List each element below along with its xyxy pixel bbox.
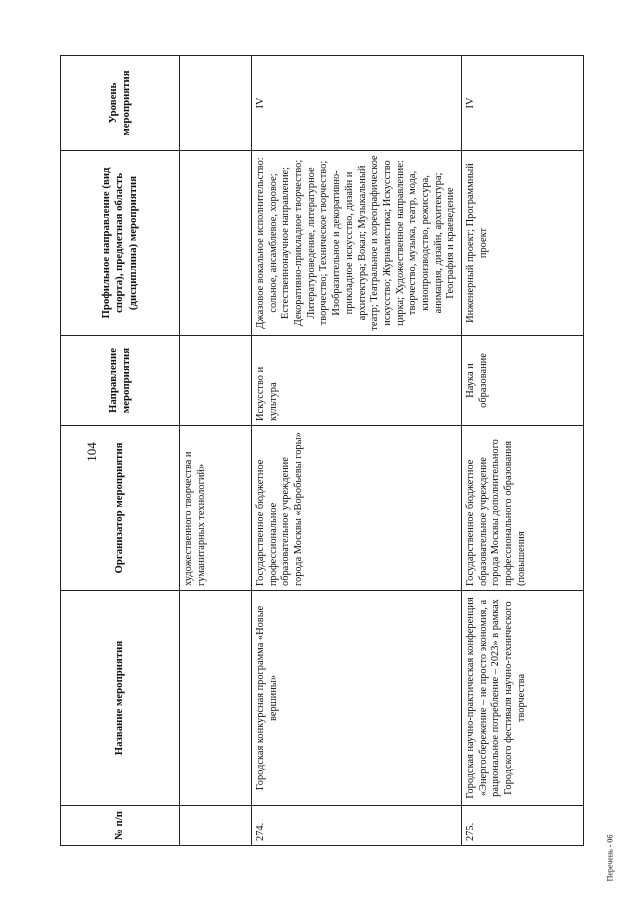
events-table-wrapper: [60, 56, 590, 846]
header-organizer: Организатор мероприятия: [61, 426, 180, 591]
cell-number: [180, 806, 252, 846]
cell-organizer: художественного творчества и гуманитарных технологий»: [180, 426, 252, 591]
cell-direction: Искусство и культура: [252, 336, 462, 426]
header-direction: Направление мероприятия: [61, 336, 180, 426]
cell-direction: [180, 336, 252, 426]
cell-profile: Инженерный проект; Программный проект: [462, 151, 584, 336]
footer-note: Перечень - 06: [605, 834, 615, 882]
events-table: [60, 55, 584, 846]
cell-event-name: Городская научно-практическая конференция «Энергосбережение – не просто экономия, а рациональное потребление – 2023» в рамках Городского фестиваля научно-технического творчества: [462, 591, 584, 806]
page-number: 104: [84, 442, 99, 462]
table-row-continuation: [180, 56, 252, 846]
cell-level: IV: [252, 56, 462, 151]
table-row: [252, 56, 462, 846]
cell-event-name: Городская конкурсная программа «Новые вершины»: [252, 591, 462, 806]
cell-profile: Джазовое вокальное исполнительство: сольное, ансамблевое, хоровое; Естественнонаучное направление; Декоративно-прикладное творчество; Литературоведение, литературное творчество; Техническое творчество; Изобразительное и декоративно-прикладное искусство, дизайн и архитектура; Вокал; Музыкальный театр; Театральное и хореографическое искусство; Журналистика; Искусство цирка; Художественное направление: творчество, музыка, театр, мода, кинопроизводство, режиссура, анимация, дизайн, архитектура; География и краеведение: [252, 151, 462, 336]
header-event-name: Название мероприятия: [61, 591, 180, 806]
table-header-row: [61, 56, 180, 846]
cell-level: [180, 56, 252, 151]
cell-event-name: [180, 591, 252, 806]
cell-number: 274.: [252, 806, 462, 846]
header-number: № п/п: [61, 806, 180, 846]
header-level: Уровень мероприятия: [61, 56, 180, 151]
cell-profile: [180, 151, 252, 336]
cell-level: IV: [462, 56, 584, 151]
cell-direction: Наука и образование: [462, 336, 584, 426]
cell-number: 275.: [462, 806, 584, 846]
cell-organizer: Государственное бюджетное профессиональное образовательное учреждение города Москвы «Воробьевы горы»: [252, 426, 462, 591]
table-row: [462, 56, 584, 846]
header-profile: Профильное направление (вид спорта), предметная область (дисциплина) мероприятия: [61, 151, 180, 336]
cell-organizer: Государственное бюджетное образовательное учреждение города Москвы дополнительного профессионального образования (повышения: [462, 426, 584, 591]
